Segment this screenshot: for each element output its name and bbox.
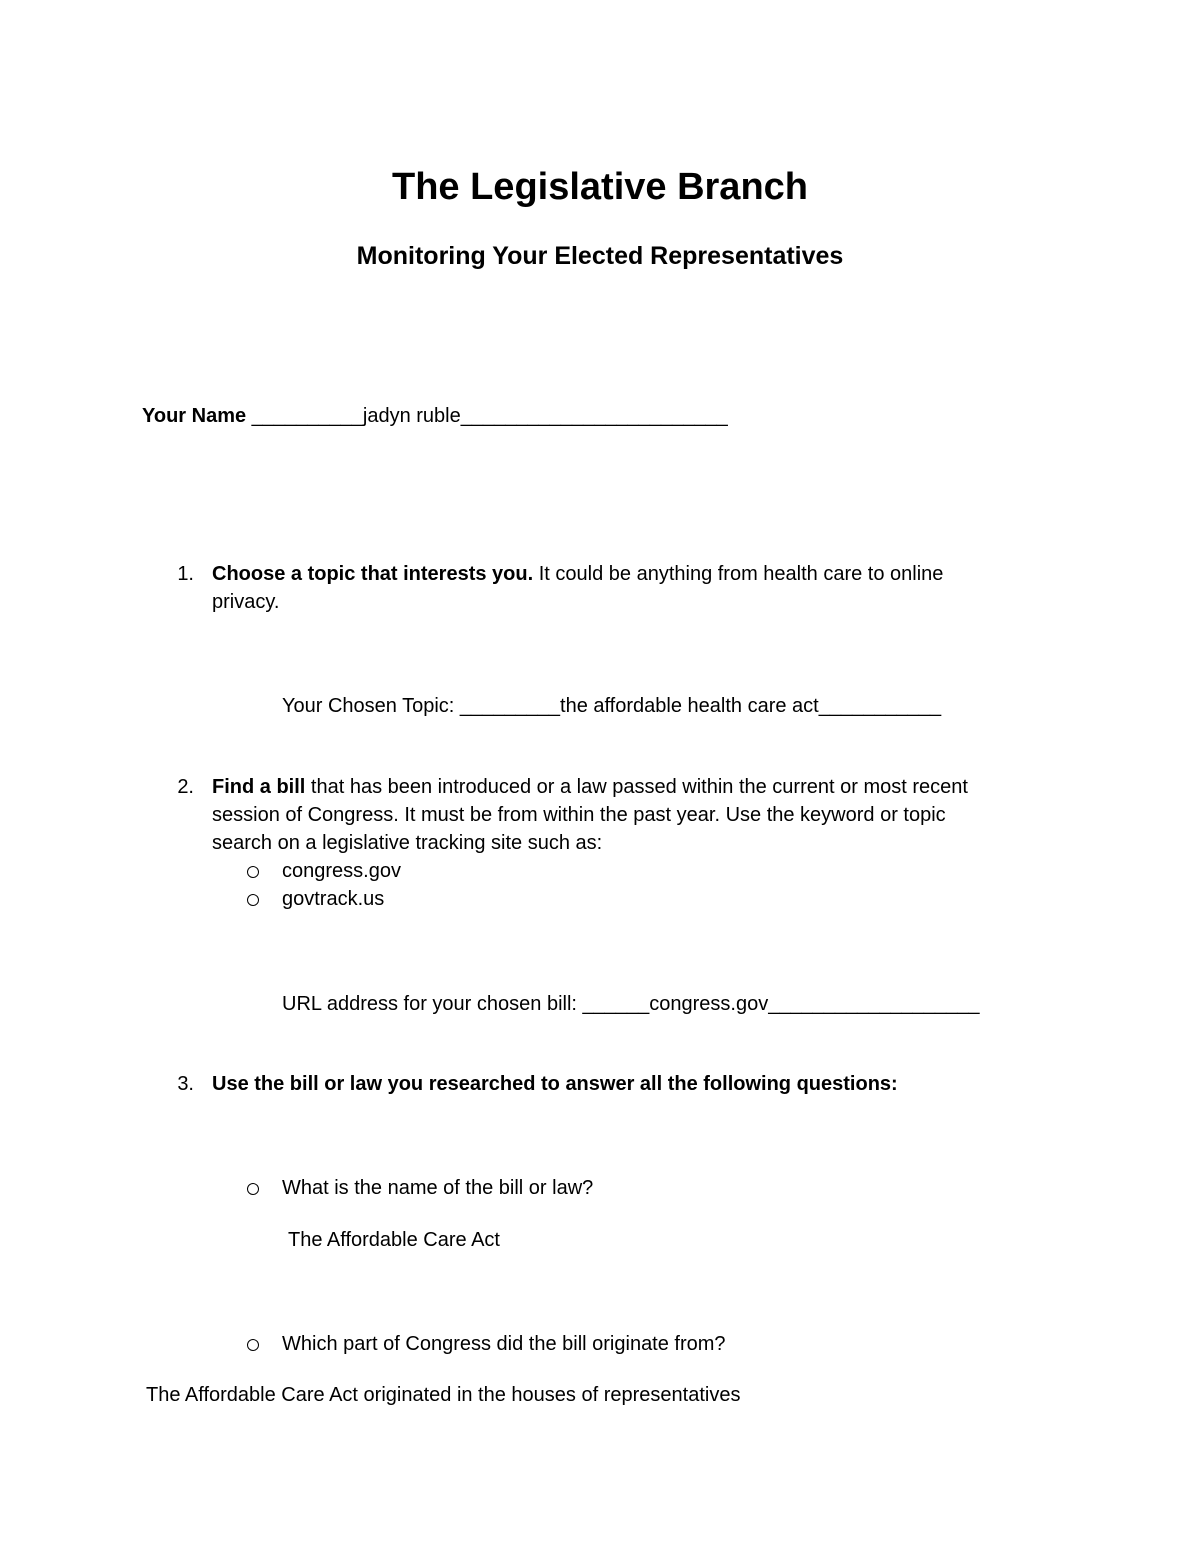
q1-bold: Choose a topic that interests you.: [212, 563, 534, 585]
q3-number: 3.: [177, 1073, 194, 1095]
q2-line2: session of Congress. It must be from within the past year. Use the keyword or topic: [212, 804, 946, 826]
bullet-icon: [247, 1183, 259, 1195]
q2-bold: Find a bill: [212, 776, 306, 798]
q1-answer: Your Chosen Topic: _________the affordable health care act___________: [282, 695, 942, 717]
q1-number: 1.: [177, 563, 194, 585]
q2-line1-rest: that has been introduced or a law passed within the current or most recent: [305, 776, 968, 798]
name-field: [142, 402, 728, 430]
q1-line1: [212, 560, 943, 588]
q3-heading: Use the bill or law you researched to answer all the following questions:: [212, 1073, 898, 1095]
q3-answer-1: The Affordable Care Act: [288, 1229, 500, 1251]
q2-number: 2.: [177, 776, 194, 798]
q3-question-2: Which part of Congress did the bill originate from?: [282, 1333, 726, 1355]
q3-answer-2: The Affordable Care Act originated in the houses of representatives: [146, 1384, 741, 1406]
bullet-icon: [247, 866, 259, 878]
q2-line1: [212, 773, 968, 801]
page-subtitle: Monitoring Your Elected Representatives: [356, 242, 844, 270]
q3-question-1: What is the name of the bill or law?: [282, 1177, 594, 1199]
name-value: __________jadyn ruble________________________: [246, 405, 728, 427]
name-label: Your Name: [142, 405, 247, 427]
q2-line3: search on a legislative tracking site such as:: [212, 832, 603, 854]
q1-line2: privacy.: [212, 591, 280, 613]
bullet-icon: [247, 1339, 259, 1351]
q2-answer: URL address for your chosen bill: ______congress.gov___________________: [282, 993, 980, 1015]
page-title: The Legislative Branch: [391, 166, 808, 208]
bullet-icon: [247, 894, 259, 906]
site-item-govtrack: govtrack.us: [282, 888, 385, 910]
site-item-congress: congress.gov: [282, 860, 401, 882]
q1-text: It could be anything from health care to online: [533, 563, 944, 585]
